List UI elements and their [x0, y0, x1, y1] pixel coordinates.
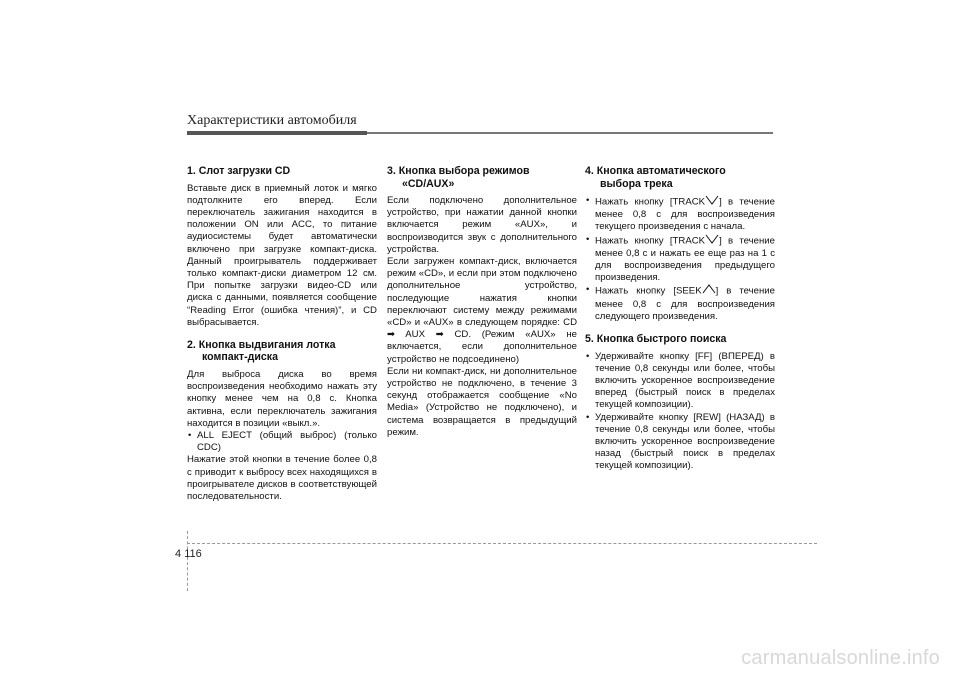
section-4-title: [585, 165, 775, 190]
section-1-body: Вставьте диск в приемный лоток и мягко подтолкните его вперед. Если переключатель зажигания находится в положении ON или ACC, то питание аудиосистемы будет автоматически включено при загрузке компакт-диска. Данный проигрыватель поддерживает только компакт-диски диаметром 12 см. При попытке загрузки видео-CD или диска с данными, появляется сообщение “Reading Error (ошибка чтения)”, и CD выбрасывается.: [187, 182, 377, 328]
watermark: carmanualsonline.info: [741, 647, 940, 669]
section-5-bullet-2: • Удерживайте кнопку [REW] (НАЗАД) в течение 0,8 секунды или более, чтобы включить ускоренное воспроизведение назад (быстрый поиск в пределах текущей композиции).: [585, 412, 775, 473]
section-3-paragraph-2: Если загружен компакт-диск, включается режим «CD», и если при этом подключено дополнительное устройство, последующие нажатия кнопки переключают систему между режимами «CD» и «AUX» в следующем порядке: CD ➡ AUX ➡ CD. (Режим «AUX» не включается, если дополнительное устройство не подсоединено): [387, 256, 577, 365]
section-4-title-line2: выбора трека: [600, 177, 673, 190]
section-3-title-line2: «CD/AUX»: [402, 177, 455, 190]
section-3-title: [387, 165, 577, 190]
bullet-3-text-post: ] в течение менее 0,8 с для воспроизведения следующего произведения.: [595, 286, 775, 322]
section-4-bullet-3: [585, 284, 775, 323]
bullet-1-text-pre: Нажать кнопку [TRACK: [595, 196, 706, 208]
section-2-title-line2: компакт-диска: [202, 351, 278, 364]
chevron-up-icon: [702, 284, 716, 298]
footer-rule: [187, 543, 817, 544]
bullet-3-text-pre: Нажать кнопку [SEEK: [595, 286, 702, 298]
bullet-2-text-post: ] в течение менее 0,8 с и нажать ее еще раз на 1 с для воспроизведения предыдущего произведения.: [595, 235, 775, 284]
section-4-bullet-1: [585, 195, 775, 234]
chapter-number: 4: [175, 548, 182, 560]
section-3-title-line1: 3. Кнопка выбора режимов: [387, 165, 530, 177]
section-5-title: 5. Кнопка быстрого поиска: [585, 333, 727, 346]
section-3-paragraph-1: Если подключено дополнительное устройство, при нажатии данной кнопки включается режим «AUX», и воспроизводится звук с дополнительного устройства.: [387, 195, 577, 255]
header-rule: [187, 132, 773, 134]
section-3-paragraph-3: Если ни компакт-диск, ни дополнительное устройство не подключено, в течение 3 секунд отображается сообщение «No Media» (Устройство не подключено), и система возвращается в предыдущий режим.: [387, 365, 577, 438]
section-2-title: [187, 339, 377, 364]
page-header-title: Характеристики автомобиля: [187, 113, 357, 128]
page-number: [175, 548, 202, 560]
section-2-bullet: • ALL EJECT (общий выброс) (только CDC): [187, 430, 377, 454]
section-2-title-line1: 2. Кнопка выдвигания лотка: [187, 338, 336, 351]
section-1-title: 1. Слот загрузки CD: [187, 165, 291, 177]
section-2-body: Для выброса диска во время воспроизведения необходимо нажать эту кнопку менее чем на 0,8 с. Кнопка активна, если переключатель зажигания находится в позиции «выкл.».: [187, 368, 377, 429]
section-5-bullet-1: • Удерживайте кнопку [FF] (ВПЕРЕД) в течение 0,8 секунды или более, чтобы включить ускоренное воспроизведение вперед (быстрый поиск в пределах текущей композиции).: [585, 351, 775, 412]
footer-divider: [187, 531, 188, 591]
chevron-down-icon: [705, 195, 719, 209]
section-4-bullet-2: [585, 234, 775, 285]
chevron-down-icon: [705, 234, 719, 248]
page-number-value: 116: [184, 548, 202, 560]
section-2-body-2: Нажатие этой кнопки в течение более 0,8 с приводит к выбросу всех находящихся в проигрывателе дисков в соответствующей последовательности.: [187, 454, 377, 502]
section-4-title-line1: 4. Кнопка автоматического: [585, 165, 726, 177]
bullet-2-text-pre: Нажать кнопку [TRACK: [595, 235, 706, 247]
column-2: [387, 165, 577, 439]
column-3: [585, 165, 775, 473]
bullet-1-text-post: ] в течение менее 0,8 с для воспроизведения текущего произведения с начала.: [595, 196, 775, 233]
column-1: [187, 165, 377, 503]
